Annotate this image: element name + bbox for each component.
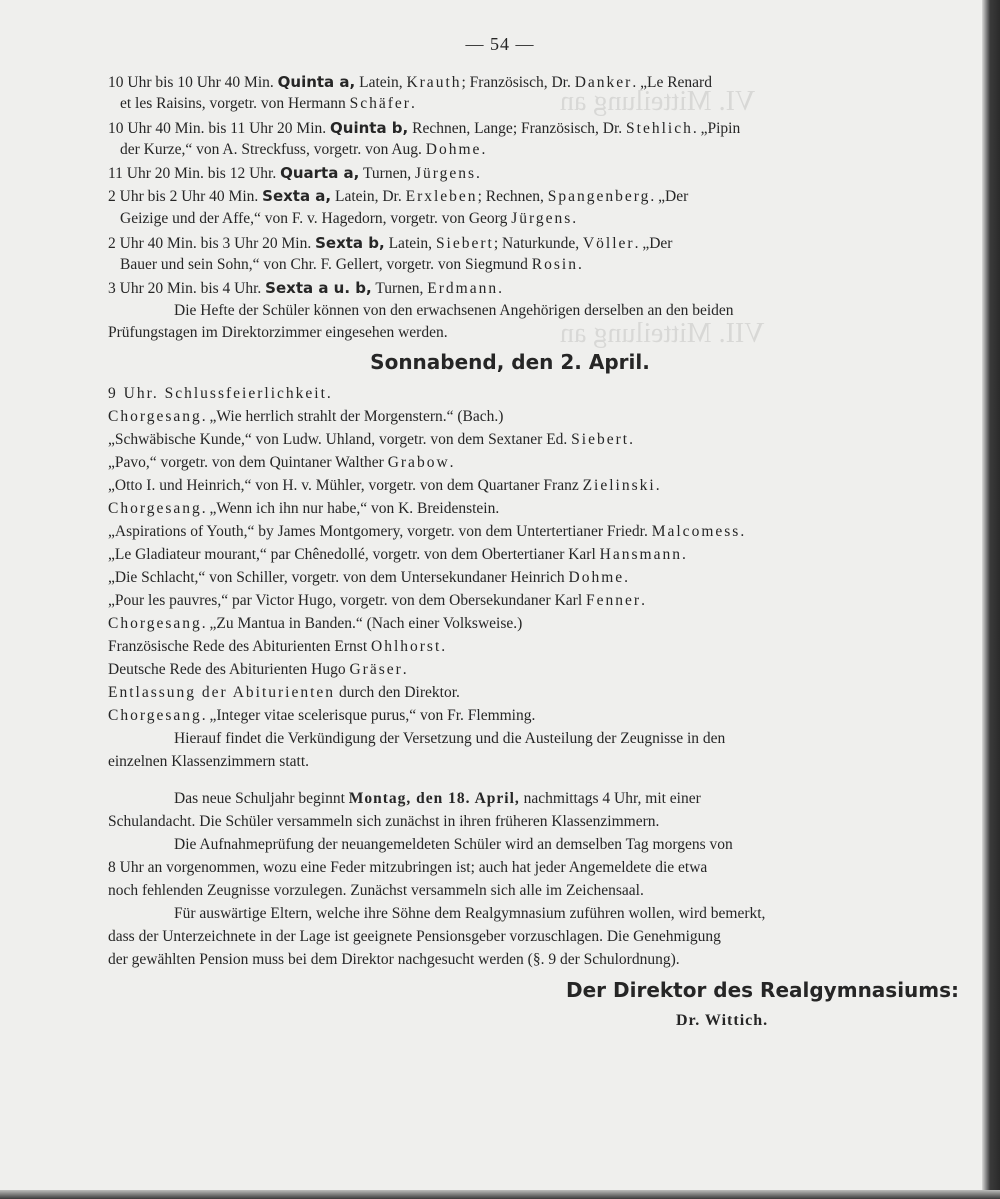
program-line: Chorgesang. „Integer vitae scelerisque purus,“ von Fr. Flemming.	[108, 707, 536, 724]
schedule-line: et les Raisins, vorgetr. von Hermann Schäfer.	[120, 95, 415, 112]
schedule-line: 2 Uhr bis 2 Uhr 40 Min. Sexta a, Latein, Dr. Erxleben; Rechnen, Spangenberg. „Der	[108, 187, 689, 205]
schedule-line: 11 Uhr 20 Min. bis 12 Uhr. Quarta a, Turnen, Jürgens.	[108, 164, 480, 182]
page-bottom-shadow	[0, 1190, 1000, 1199]
section-heading: Sonnabend, den 2. April.	[370, 350, 650, 374]
paragraph-line: Das neue Schuljahr beginnt Montag, den 18. April, nachmittags 4 Uhr, mit einer	[174, 790, 701, 807]
paragraph-line: 8 Uhr an vorgenommen, wozu eine Feder mitzubringen ist; auch hat jeder Angemeldete die etwa	[108, 859, 708, 876]
program-line: „Die Schlacht,“ von Schiller, vorgetr. von dem Untersekundaner Heinrich Dohme.	[108, 569, 629, 586]
program-line: „Schwäbische Kunde,“ von Ludw. Uhland, vorgetr. von dem Sextaner Ed. Siebert.	[108, 431, 633, 448]
paragraph-line: Für auswärtige Eltern, welche ihre Söhne dem Realgymnasium zuführen wollen, wird bemerkt,	[174, 905, 766, 922]
schedule-line: der Kurze,“ von A. Streckfuss, vorgetr. von Aug. Dohme.	[120, 141, 486, 158]
program-line: „Pour les pauvres,“ par Victor Hugo, vorgetr. von dem Obersekundaner Karl Fenner.	[108, 592, 645, 609]
page-edge-shadow	[982, 0, 1000, 1199]
program-line: „Aspirations of Youth,“ by James Montgomery, vorgetr. von dem Untertertianer Friedr. Malcomess.	[108, 523, 745, 540]
signature-name: Dr. Wittich.	[676, 1012, 769, 1029]
page-number: — 54 —	[465, 34, 535, 54]
program-line: „Pavo,“ vorgetr. von dem Quintaner Walther Grabow.	[108, 454, 454, 471]
bleed-through-heading: VI. Mitteilung an	[560, 86, 756, 117]
bleed-through-heading-2: VII. Mitteilung an	[560, 318, 765, 349]
schedule-line: 3 Uhr 20 Min. bis 4 Uhr. Sexta a u. b, Turnen, Erdmann.	[108, 279, 502, 297]
program-line: „Le Gladiateur mourant,“ par Chênedollé, vorgetr. von dem Obertertianer Karl Hansmann.	[108, 546, 686, 563]
program-line: Chorgesang. „Wenn ich ihn nur habe,“ von K. Breidenstein.	[108, 500, 500, 517]
schedule-line: Geizige und der Affe,“ von F. v. Hagedorn, vorgetr. von Georg Jürgens.	[120, 210, 577, 227]
program-line: Französische Rede des Abiturienten Ernst Ohlhorst.	[108, 638, 446, 655]
paragraph-line: dass der Unterzeichnete in der Lage ist geeignete Pensionsgeber vorzuschlagen. Die Genehmigung	[108, 928, 721, 945]
schedule-line: 10 Uhr bis 10 Uhr 40 Min. Quinta a, Latein, Krauth; Französisch, Dr. Danker. „Le Renard	[108, 73, 712, 91]
signature-title: Der Direktor des Realgymnasiums:	[566, 978, 960, 1002]
schedule-line: 2 Uhr 40 Min. bis 3 Uhr 20 Min. Sexta b, Latein, Siebert; Naturkunde, Völler. „Der	[108, 234, 673, 252]
program-line: „Otto I. und Heinrich,“ von H. v. Mühler, vorgetr. von dem Quartaner Franz Zielinski.	[108, 477, 660, 494]
program-line: 9 Uhr. Schlussfeierlichkeit.	[108, 385, 331, 402]
program-line: Chorgesang. „Wie herrlich strahlt der Morgenstern.“ (Bach.)	[108, 408, 504, 425]
program-line: Chorgesang. „Zu Mantua in Banden.“ (Nach einer Volksweise.)	[108, 615, 523, 632]
program-line: Entlassung der Abiturienten durch den Direktor.	[108, 684, 460, 701]
paragraph-line: Schulandacht. Die Schüler versammeln sich zunächst in ihren früheren Klassenzimmern.	[108, 813, 660, 830]
paragraph-line: Hierauf findet die Verkündigung der Versetzung und die Austeilung der Zeugnisse in den	[174, 730, 726, 747]
paragraph-line: Die Aufnahmeprüfung der neuangemeldeten Schüler wird an demselben Tag morgens von	[174, 836, 733, 853]
paragraph-line: einzelnen Klassenzimmern statt.	[108, 753, 310, 770]
schedule-line: 10 Uhr 40 Min. bis 11 Uhr 20 Min. Quinta b, Rechnen, Lange; Französisch, Dr. Stehlich. „Pipin	[108, 119, 741, 137]
paragraph-line: Die Hefte der Schüler können von den erwachsenen Angehörigen derselben an den beiden	[174, 302, 734, 319]
paragraph-line: Prüfungstagen im Direktorzimmer eingesehen werden.	[108, 324, 448, 341]
program-line: Deutsche Rede des Abiturienten Hugo Gräser.	[108, 661, 407, 678]
paragraph-line: der gewählten Pension muss bei dem Direktor nachgesucht werden (§. 9 der Schulordnung).	[108, 951, 680, 968]
paragraph-line: noch fehlenden Zeugnisse vorzulegen. Zunächst versammeln sich alle im Zeichensaal.	[108, 882, 644, 899]
schedule-line: Bauer und sein Sohn,“ von Chr. F. Gellert, vorgetr. von Siegmund Rosin.	[120, 256, 582, 273]
